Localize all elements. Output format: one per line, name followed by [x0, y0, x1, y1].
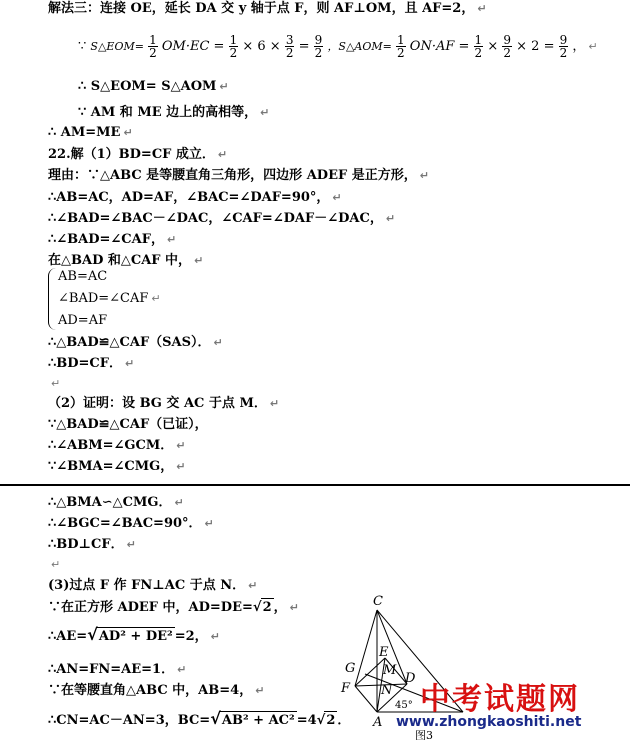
line-12: ∴△BAD≌△CAF（SAS）． ↵ — [48, 335, 223, 350]
line-7: 理由：∵△ABC 是等腰直角三角形，四边形 ADEF 是正方形， ↵ — [48, 168, 429, 183]
label-g: G — [345, 661, 356, 676]
label-e: E — [379, 645, 389, 660]
line-11: 在△BAD 和△CAF 中， ↵ — [48, 253, 204, 268]
line-4: ∵ AM 和 ME 边上的高相等， ↵ — [78, 105, 270, 120]
line-6: 22.解（1）BD=CF 成立． ↵ — [48, 147, 228, 162]
line-23: ∴AE=√AD² + DE² =2， ↵ — [48, 625, 220, 644]
watermark-url: www.zhongkaoshiti.net — [396, 714, 582, 730]
page-break — [0, 484, 630, 486]
angle-label: 45° — [395, 700, 413, 711]
label-d: D — [405, 671, 416, 686]
line-20: ∴BD⊥CF． ↵ — [48, 537, 136, 552]
label-n: N — [381, 683, 393, 698]
line-13: ∴BD=CF． ↵ — [48, 356, 135, 371]
system-line-1: AB=AC — [58, 269, 108, 284]
label-f: F — [341, 681, 351, 696]
blank-line-1: ↵ — [51, 377, 61, 390]
line-19: ∴∠BGC=∠BAC=90°． ↵ — [48, 516, 214, 531]
system-brace — [48, 268, 57, 330]
line-3: ∴ S△EOM= S△AOM ↵ — [78, 79, 229, 94]
system-line-3: AD=AF — [58, 313, 108, 328]
line-26: ∴CN=AC－AN=3，BC=√AB² + AC² =4√2 ． — [48, 709, 351, 728]
label-m: M — [383, 663, 397, 678]
line-9: ∴∠BAD=∠BAC－∠DAC，∠CAF=∠DAF－∠DAC， ↵ — [48, 211, 396, 226]
line-21: (3)过点 F 作 FN⊥AC 于点 N． ↵ — [48, 578, 258, 593]
line-5: ∴ AM=ME ↵ — [48, 125, 133, 140]
line-1: 解法三：连接 OE，延长 DA 交 y 轴于点 F，则 AF⊥OM，且 AF=2， ↵ — [48, 1, 487, 16]
line-17: ∵∠BMA=∠CMG， ↵ — [48, 459, 186, 474]
area-formula: ∵ S△EOM= $\frac{1}{2}$ OM·EC = $\frac{1}{2}$ × 6 × $\frac{3}{2}$ = $\frac{9}{2}$ ，S△AOM= $\frac{1}{2}$ ON·AF = $\frac{1}{2}$ × $\frac{9}{2}$ × 2 = $\frac{9}{2}$ ， ↵ — [78, 33, 598, 60]
line-24: ∴AN=FN=AE=1． ↵ — [48, 662, 187, 677]
blank-line-2: ↵ — [51, 558, 61, 571]
line-16: ∴∠ABM=∠GCM． ↵ — [48, 438, 186, 453]
line-8: ∴AB=AC，AD=AF，∠BAC=∠DAF=90°， ↵ — [48, 190, 342, 205]
line-25: ∵在等腰直角△ABC 中，AB=4， ↵ — [48, 683, 265, 698]
line-18: ∴△BMA∽△CMG． ↵ — [48, 495, 184, 510]
line-15: ∵△BAD≌△CAF（已证）， — [48, 417, 208, 432]
label-c: C — [373, 594, 383, 609]
label-a: A — [373, 715, 383, 730]
figure-caption: 图3 — [415, 729, 433, 740]
line-14: （2）证明：设 BG 交 AC 于点 M． ↵ — [48, 396, 280, 411]
line-22: ∵在正方形 ADEF 中，AD=DE=√2 ， ↵ — [48, 600, 299, 615]
line-10: ∴∠BAD=∠CAF， ↵ — [48, 232, 177, 247]
watermark-title: 中考试题网 — [420, 682, 580, 717]
system-line-2: ∠BAD=∠CAF ↵ — [58, 291, 161, 306]
